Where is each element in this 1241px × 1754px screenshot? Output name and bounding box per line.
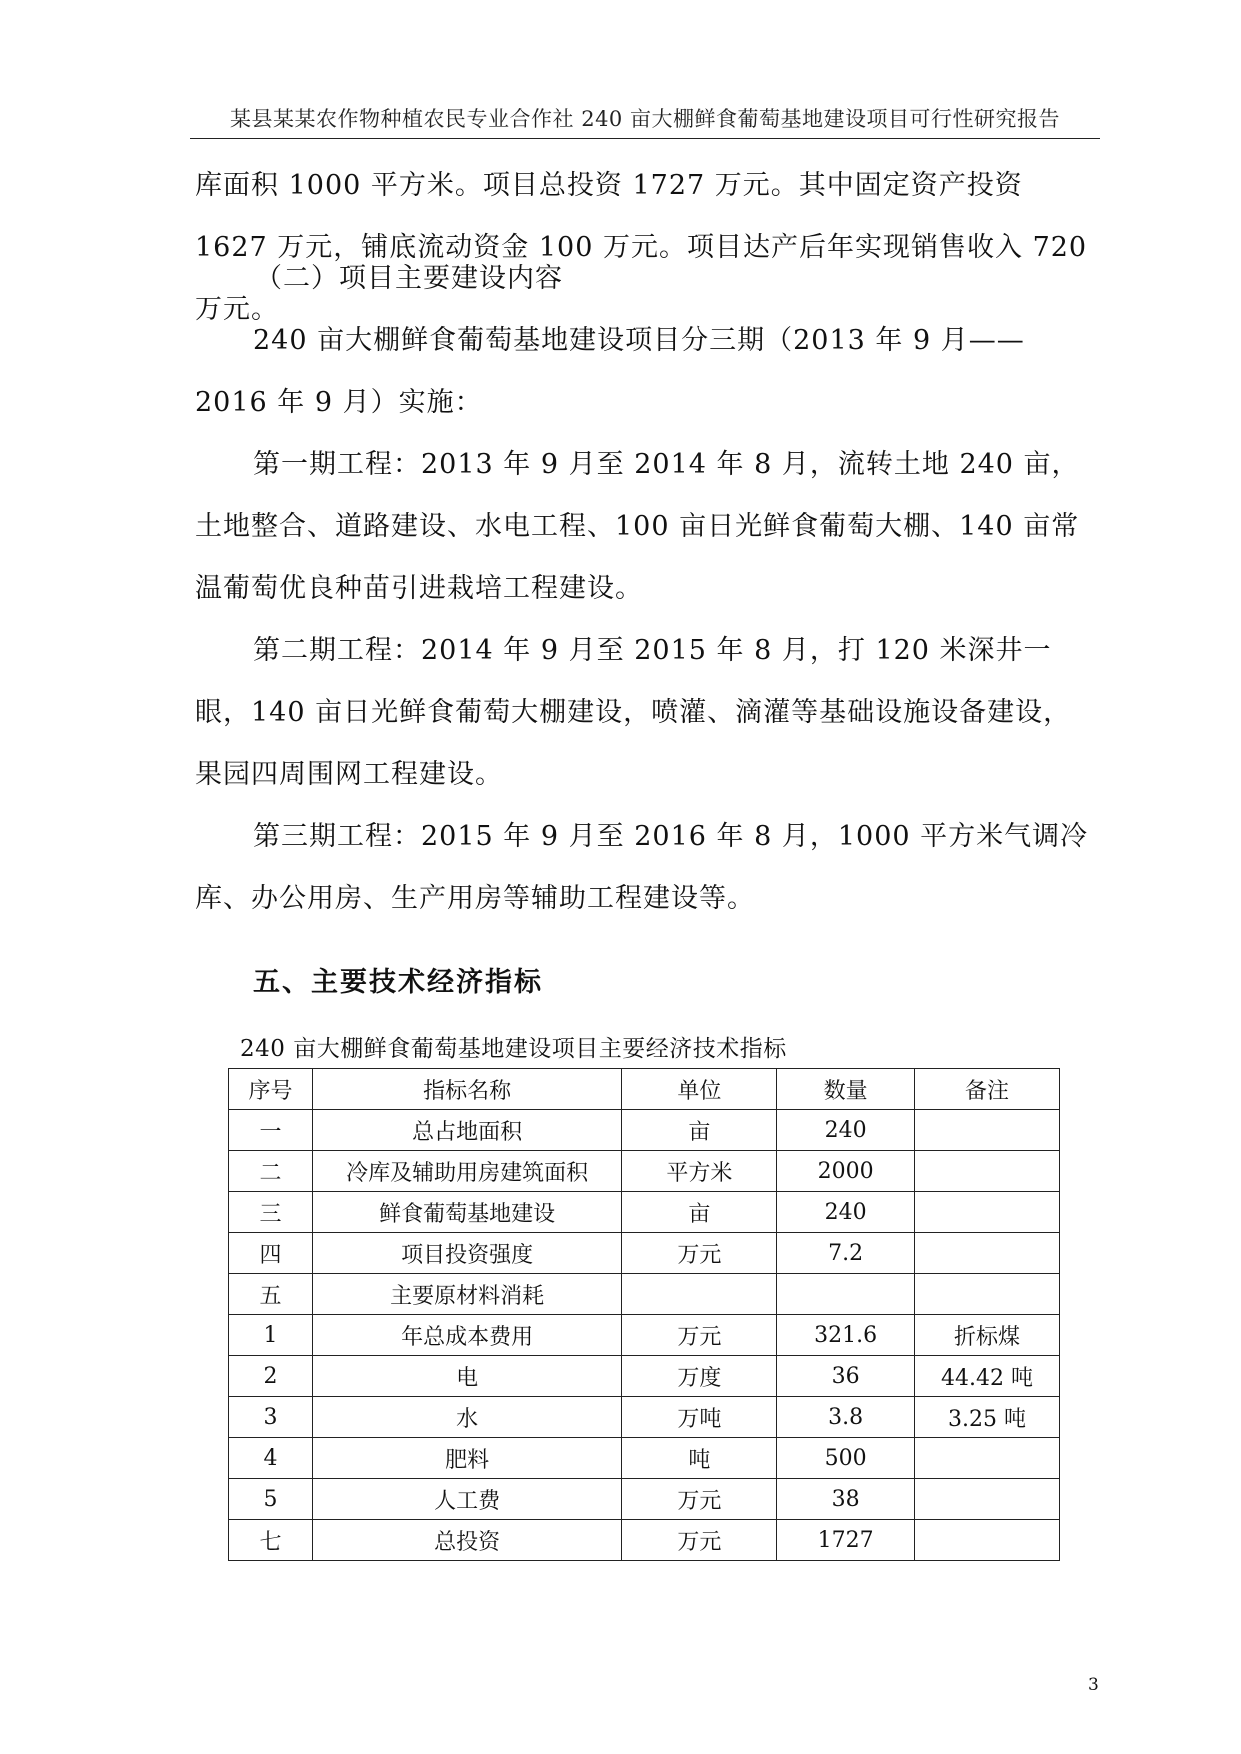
cell-unit: 万元 [622,1233,777,1274]
cell-unit: 万元 [622,1315,777,1356]
cell-quantity: 240 [777,1192,915,1233]
cell-remark [915,1520,1060,1561]
cell-indicator-name: 人工费 [312,1479,622,1520]
cell-indicator-name: 鲜食葡萄基地建设 [312,1192,622,1233]
cell-unit: 亩 [622,1192,777,1233]
paragraph-investment-summary: 库面积 1000 平方米。项目总投资 1727 万元。其中固定资产投资 1627 万元，铺底流动资金 100 万元。项目达产后年实现销售收入 720 万元。 [195,170,1088,325]
cell-index: 4 [229,1438,313,1479]
cell-unit: 万度 [622,1356,777,1397]
header-cell-unit: 单位 [622,1069,777,1110]
paragraph-phase-2: 第二期工程：2014 年 9 月至 2015 年 8 月，打 120 米深井一眼，140 亩日光鲜食葡萄大棚建设，喷灌、滴灌等基础设施设备建设，果园四周围网工程建设。 [195,635,1072,790]
table-row [229,1520,1060,1561]
cell-quantity: 3.8 [777,1397,915,1438]
cell-indicator-name: 水 [312,1397,622,1438]
table-header-row [229,1069,1060,1110]
cell-remark: 折标煤 [915,1315,1060,1356]
cell-quantity: 1727 [777,1520,915,1561]
cell-quantity: 38 [777,1479,915,1520]
cell-index: 五 [229,1274,313,1315]
cell-remark [915,1233,1060,1274]
table-row [229,1233,1060,1274]
cell-quantity [777,1274,915,1315]
cell-quantity: 500 [777,1438,915,1479]
cell-indicator-name: 冷库及辅助用房建筑面积 [312,1151,622,1192]
section-heading-indicators: 五、主要技术经济指标 [253,967,543,998]
cell-indicator-name: 项目投资强度 [312,1233,622,1274]
cell-indicator-name: 总投资 [312,1520,622,1561]
table-row [229,1151,1060,1192]
cell-quantity: 321.6 [777,1315,915,1356]
cell-quantity: 240 [777,1110,915,1151]
cell-unit: 万元 [622,1479,777,1520]
header-cell-indicator-name: 指标名称 [312,1069,622,1110]
paragraph-phase-1: 第一期工程：2013 年 9 月至 2014 年 8 月，流转土地 240 亩，土地整合、道路建设、水电工程、100 亩日光鲜食葡萄大棚、140 亩常温葡萄优良种苗引进栽培工程建设。 [195,449,1080,604]
table-row [229,1479,1060,1520]
cell-indicator-name: 总占地面积 [312,1110,622,1151]
cell-index: 2 [229,1356,313,1397]
cell-unit: 吨 [622,1438,777,1479]
table-row [229,1356,1060,1397]
cell-index: 1 [229,1315,313,1356]
paragraph-phases-intro: 240 亩大棚鲜食葡萄基地建设项目分三期（2013 年 9 月——2016 年 9 月）实施： [195,325,1025,418]
cell-index: 四 [229,1233,313,1274]
cell-index: 七 [229,1520,313,1561]
table-row [229,1438,1060,1479]
cell-unit: 万元 [622,1520,777,1561]
table-row [229,1397,1060,1438]
paragraph-phase-3: 第三期工程：2015 年 9 月至 2016 年 8 月，1000 平方米气调冷库、办公用房、生产用房等辅助工程建设等。 [195,821,1089,914]
cell-index: 三 [229,1192,313,1233]
header-cell-remark: 备注 [915,1069,1060,1110]
cell-remark [915,1438,1060,1479]
cell-remark: 3.25 吨 [915,1397,1060,1438]
cell-quantity: 7.2 [777,1233,915,1274]
cell-indicator-name: 电 [312,1356,622,1397]
cell-remark: 44.42 吨 [915,1356,1060,1397]
header-cell-index: 序号 [229,1069,313,1110]
cell-indicator-name: 年总成本费用 [312,1315,622,1356]
cell-remark [915,1192,1060,1233]
indicators-table [228,1068,1060,1561]
cell-index: 二 [229,1151,313,1192]
cell-index: 一 [229,1110,313,1151]
table-row [229,1110,1060,1151]
cell-remark [915,1479,1060,1520]
subheading-construction-content: （二）项目主要建设内容 [255,263,563,294]
cell-indicator-name: 主要原材料消耗 [312,1274,622,1315]
table-row [229,1192,1060,1233]
cell-unit: 万吨 [622,1397,777,1438]
cell-unit: 平方米 [622,1151,777,1192]
table-row [229,1315,1060,1356]
running-header: 某县某某农作物种植农民专业合作社 240 亩大棚鲜食葡萄基地建设项目可行性研究报告 [190,100,1100,139]
cell-remark [915,1110,1060,1151]
cell-unit [622,1274,777,1315]
cell-index: 5 [229,1479,313,1520]
page-number: 3 [1088,1675,1099,1695]
table-row [229,1274,1060,1315]
header-cell-quantity: 数量 [777,1069,915,1110]
cell-quantity: 2000 [777,1151,915,1192]
cell-indicator-name: 肥料 [312,1438,622,1479]
cell-quantity: 36 [777,1356,915,1397]
cell-index: 3 [229,1397,313,1438]
table-caption: 240 亩大棚鲜食葡萄基地建设项目主要经济技术指标 [240,1036,787,1062]
cell-unit: 亩 [622,1110,777,1151]
cell-remark [915,1274,1060,1315]
cell-remark [915,1151,1060,1192]
